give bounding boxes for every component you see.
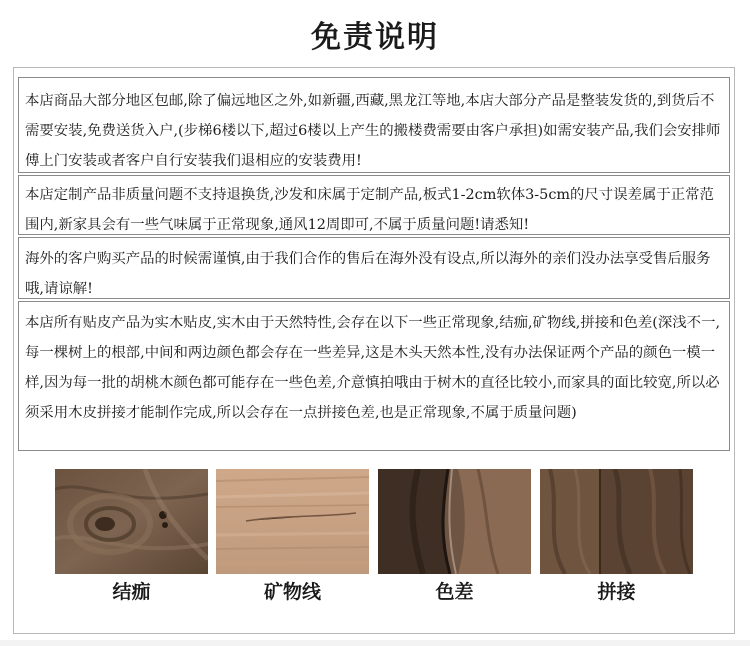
- custom-product-note: 本店定制产品非质量问题不支持退换货,沙发和床属于定制产品,板式1-2cm软体3-5cm的尺寸误差属于正常范围内,新家具会有一些气味属于正常现象,通风12周即可,不属于质量问题!请悉知!: [18, 175, 730, 235]
- veneer-note: 本店所有贴皮产品为实木贴皮,实木由于天然特性,会存在以下一些正常现象,结痂,矿物线,拼接和色差(深浅不一,每一棵树上的根部,中间和两边颜色都会存在一些差异,这是木头天然本性,没有办法保证两个产品的颜色一模一样,因为每一批的胡桃木颜色都可能存在一些色差,介意慎拍哦由于树木的直径比较小,而家具的面比较宽,所以必须采用木皮拼接才能制作完成,所以会存在一点拼接色差,也是正常现象,不属于质量问题): [18, 301, 730, 451]
- shipping-note: 本店商品大部分地区包邮,除了偏远地区之外,如新疆,西藏,黑龙江等地,本店大部分产品是整装发货的,到货后不需要安装,免费送货入户,(步梯6楼以下,超过6楼以上产生的搬楼费需要由客户承担)如需安装产品,我们会安排师傅上门安装或者客户自行安装我们退相应的安装费用!: [18, 77, 730, 173]
- mineral-line-caption: 矿物线: [263, 581, 321, 603]
- splice-caption: 拼接: [597, 581, 636, 603]
- color-difference-caption: 色差: [435, 581, 474, 603]
- page-title: 免责说明: [311, 20, 439, 55]
- mineral-line-image: [216, 469, 369, 574]
- walnut-knot-image: [55, 469, 208, 574]
- overseas-note: 海外的客户购买产品的时候需谨慎,由于我们合作的售后在海外没有设点,所以海外的亲们没办法享受售后服务哦,请谅解!: [18, 237, 730, 299]
- knot-caption: 结痂: [112, 581, 151, 603]
- color-difference-image: [378, 469, 531, 574]
- splice-image: [540, 469, 693, 574]
- footer-strip: [0, 640, 750, 646]
